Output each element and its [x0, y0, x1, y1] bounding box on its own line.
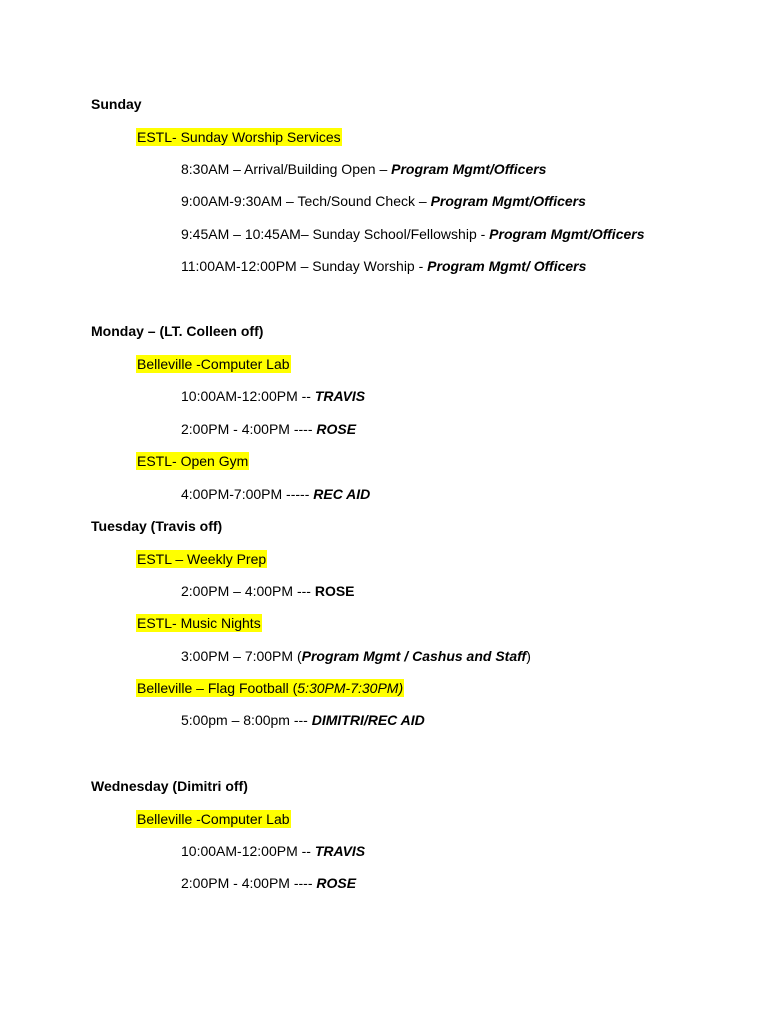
schedule-slot: [181, 420, 356, 438]
slot-time: 3:00PM – 7:00PM (: [181, 648, 302, 664]
schedule-slot: [181, 582, 355, 600]
slot-staff: Program Mgmt/Officers: [430, 193, 586, 209]
schedule-slot: [181, 485, 370, 503]
event-time: 5:30PM-7:30PM): [297, 680, 404, 696]
slot-staff: Program Mgmt/Officers: [489, 226, 645, 242]
slot-staff: REC AID: [313, 486, 371, 502]
slot-staff: Program Mgmt / Cashus and Staff: [301, 648, 527, 664]
slot-time: 11:00AM-12:00PM – Sunday Worship -: [181, 258, 428, 274]
slot-time: 5:00pm – 8:00pm ---: [181, 712, 312, 728]
schedule-slot: [181, 387, 365, 405]
slot-time: 2:00PM - 4:00PM ----: [181, 875, 317, 891]
schedule-slot: [181, 160, 546, 178]
schedule-slot: [181, 647, 531, 665]
event-open-gym: ESTL- Open Gym: [137, 453, 249, 469]
slot-staff: TRAVIS: [314, 388, 366, 404]
slot-time: 2:00PM - 4:00PM ----: [181, 421, 317, 437]
slot-staff: TRAVIS: [314, 843, 366, 859]
slot-staff: Program Mgmt/Officers: [391, 161, 547, 177]
event-computer-lab: Belleville -Computer Lab: [137, 811, 290, 827]
schedule-slot: [181, 257, 586, 275]
slot-time: 10:00AM-12:00PM --: [181, 843, 315, 859]
schedule-slot: [181, 711, 425, 729]
event-computer-lab: Belleville -Computer Lab: [137, 356, 290, 372]
slot-time: 10:00AM-12:00PM --: [181, 388, 315, 404]
event-weekly-prep: ESTL – Weekly Prep: [137, 551, 267, 567]
schedule-slot: [181, 225, 645, 243]
slot-staff: Program Mgmt/ Officers: [427, 258, 587, 274]
schedule-slot: [181, 192, 586, 210]
event-flag-football: [136, 679, 404, 697]
schedule-slot: [181, 842, 365, 860]
slot-staff: ROSE: [314, 583, 355, 599]
event-title: Belleville – Flag Football (: [137, 680, 298, 696]
schedule-slot: [181, 874, 356, 892]
slot-time: 9:00AM-9:30AM – Tech/Sound Check –: [181, 193, 431, 209]
event-music-nights: ESTL- Music Nights: [137, 615, 261, 631]
slot-time: 4:00PM-7:00PM -----: [181, 486, 314, 502]
day-heading-monday: Monday – (LT. Colleen off): [91, 323, 264, 339]
day-heading-tuesday: Tuesday (Travis off): [91, 518, 223, 534]
slot-time: 9:45AM – 10:45AM– Sunday School/Fellowship -: [181, 226, 490, 242]
slot-staff: ROSE: [316, 421, 357, 437]
day-heading-sunday: Sunday: [91, 96, 142, 112]
day-heading-wednesday: Wednesday (Dimitri off): [91, 778, 248, 794]
event-sunday-worship: ESTL- Sunday Worship Services: [137, 129, 341, 145]
slot-staff: ROSE: [316, 875, 357, 891]
slot-time: 2:00PM – 4:00PM ---: [181, 583, 315, 599]
slot-staff: DIMITRI/REC AID: [311, 712, 425, 728]
slot-time: 8:30AM – Arrival/Building Open –: [181, 161, 392, 177]
slot-tail: ): [526, 648, 531, 664]
